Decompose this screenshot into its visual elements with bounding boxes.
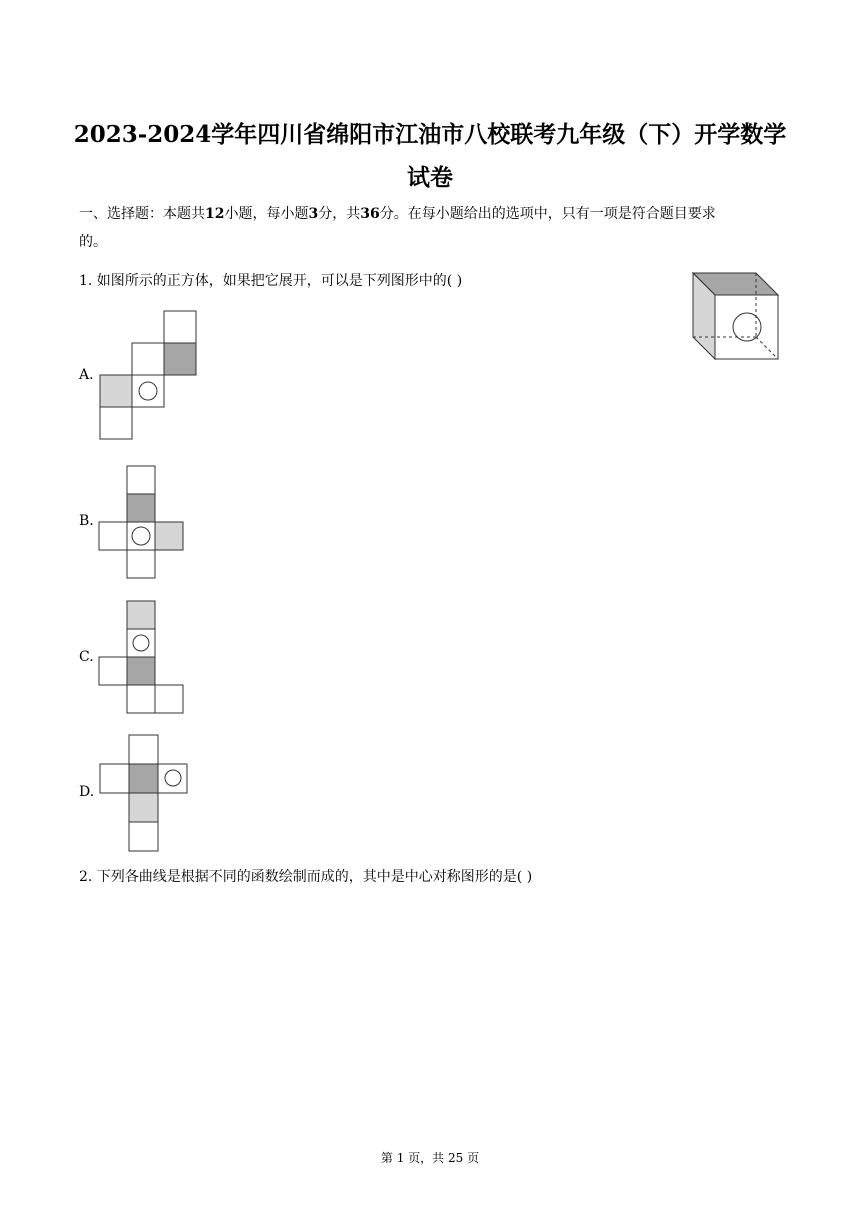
- page-title-line-1: 2023-2024学年四川省绵阳市江油市八校联考九年级（下）开学数学: [73, 121, 787, 148]
- option-d-net: [99, 734, 194, 854]
- question-1-text: 1. 如图所示的正方体，如果把它展开，可以是下列图形中的( ): [79, 273, 463, 289]
- section-header: [79, 200, 783, 256]
- option-d-label: D.: [79, 784, 95, 800]
- section-header-prefix: 一、选择题：本题共: [79, 206, 205, 222]
- points-per-question: 3: [308, 206, 319, 222]
- total-points: 36: [360, 206, 380, 222]
- cube-figure: [693, 273, 781, 361]
- option-a-label: A.: [79, 367, 94, 383]
- question-count: 12: [205, 206, 225, 222]
- page-title-line-2: 试卷: [407, 164, 453, 191]
- option-a-net: [100, 310, 200, 440]
- section-header-mid2: 分，共: [318, 206, 361, 222]
- section-header-end: 的。: [79, 234, 107, 250]
- option-b-label: B.: [79, 513, 94, 529]
- page-footer: 第 1 页，共 25 页: [380, 1151, 480, 1165]
- option-b-net: [99, 465, 189, 580]
- section-header-mid1: 小题，每小题: [224, 206, 309, 222]
- option-c-net: [99, 600, 189, 715]
- section-header-suffix: 分。在每小题给出的选项中，只有一项是符合题目要求: [379, 206, 716, 222]
- option-c-label: C.: [79, 649, 94, 665]
- question-2-text: 2. 下列各曲线是根据不同的函数绘制而成的，其中是中心对称图形的是( ): [79, 869, 533, 885]
